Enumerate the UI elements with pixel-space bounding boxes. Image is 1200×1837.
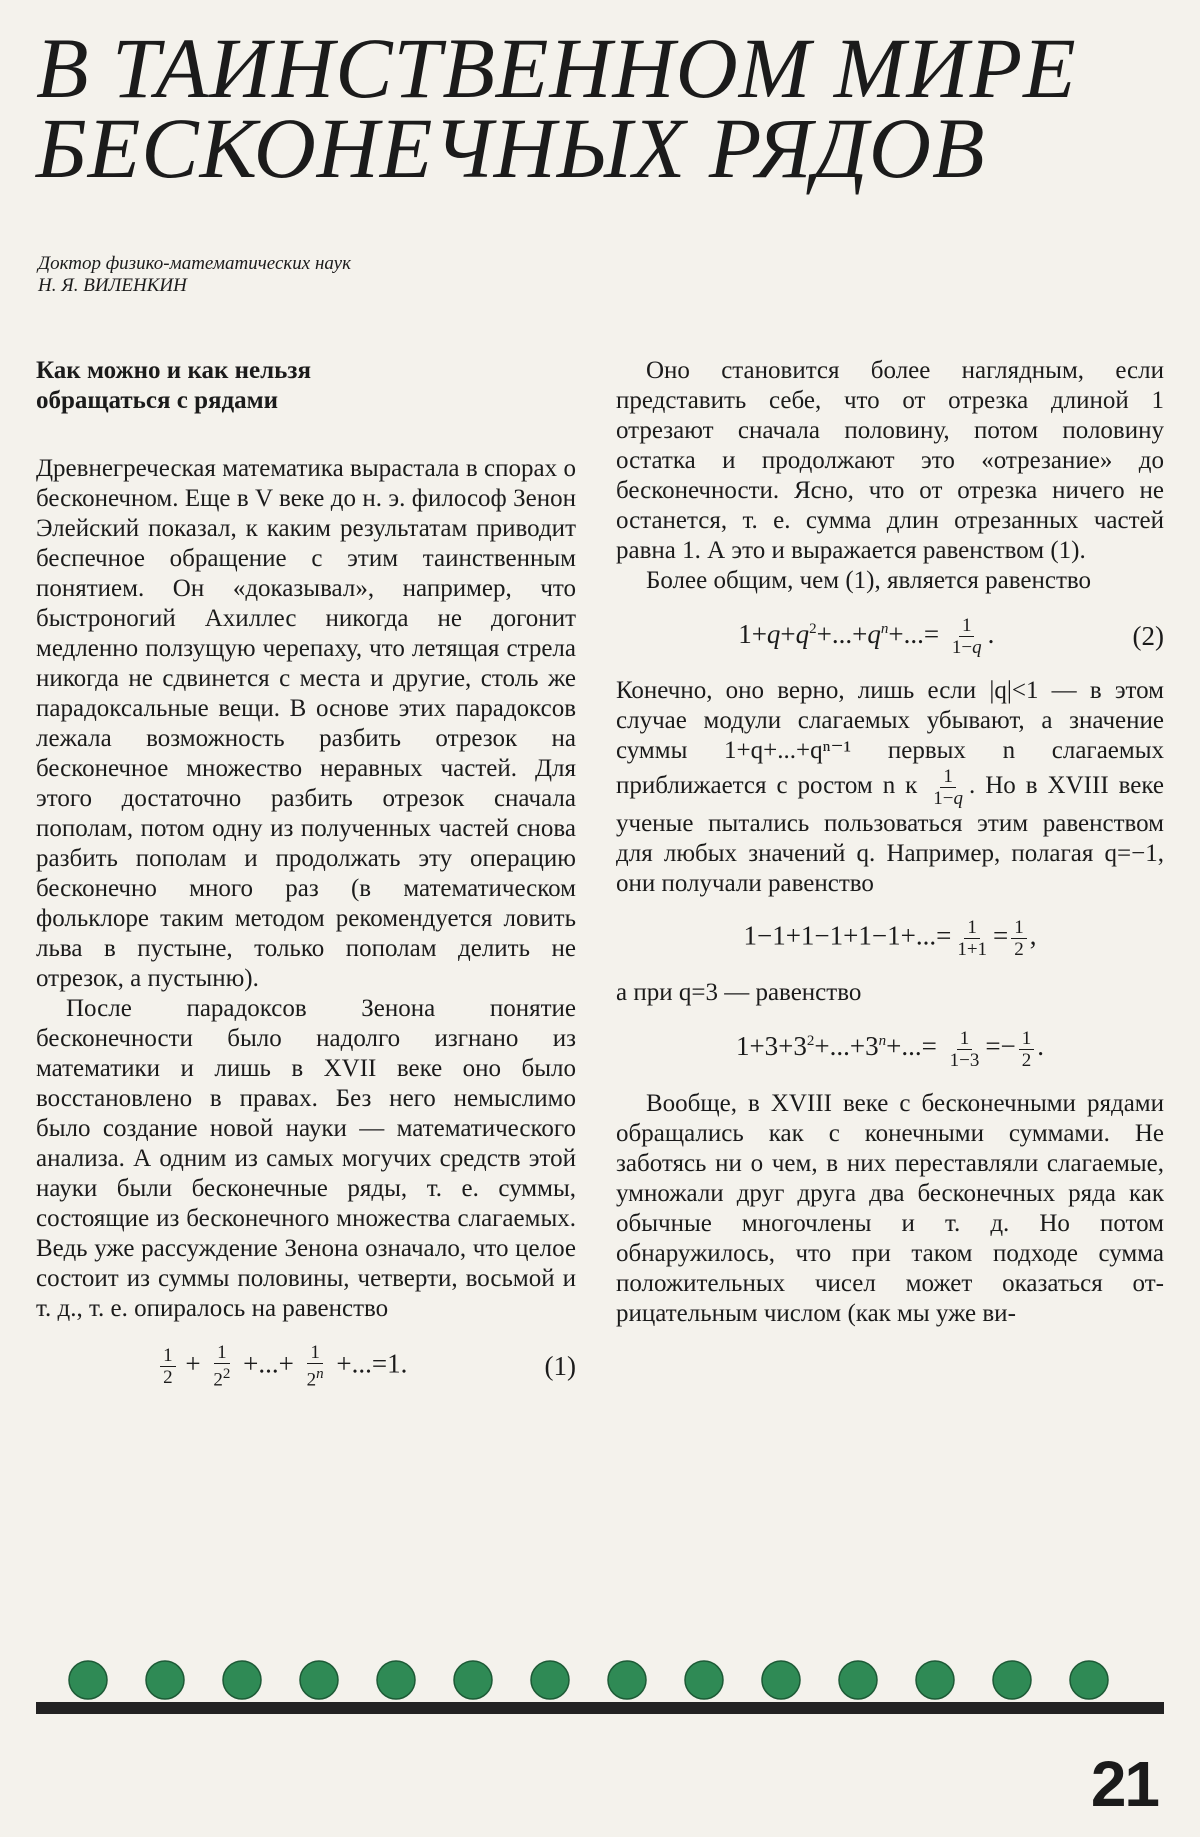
paragraph-18th-century: Вообще, в XVIII веке с бесконечными рядами обращались как с конечными суммами. Не заботясь ни о чем, в них переставляли слагаемые, умножали друг друга два бесконечных ряда как обычные многочлены и т. д. Но потом обнаружилось, что при таком подходе сумма положительных чисел может оказаться отрицательным числом (как мы уже ви- bbox=[616, 1089, 1164, 1327]
decorative-dot bbox=[377, 1661, 415, 1699]
decorative-dot bbox=[300, 1661, 338, 1699]
paragraph-convergence-b: . Но в XVIII веке ученые пытались пользоваться этим равенством для любых значений q. Например, полагая q=−1, они получали равенство bbox=[616, 772, 1164, 898]
byline bbox=[38, 253, 638, 297]
equation-1-expression: $\frac{1}{2}$ + $\frac{1}{2^2}$ +...+ $\frac{1}{2^n}$ +...=1. bbox=[36, 1342, 529, 1390]
paragraph-after-zeno: После парадоксов Зенона понятие бесконечности было надолго изгнано из математики и лишь в XVII веке оно было восстановлено в правах. Без него немыслимо было создание новой науки — математического анализа. А одним из самых могучих средств этой науки были бесконечные ряды, т. е. суммы, состоящие из бесконечного множества слагаемых. Ведь уже рассуждение Зенона означало, что целое состоит из суммы половины, четверти, восьмой и т. д., т. е. опиралось на равенство bbox=[36, 995, 576, 1322]
paragraph-convergence bbox=[616, 676, 1164, 899]
paragraph-zeno: Древнегреческая математика вырастала в спорах о бесконечном. Еще в V веке до н. э. философ Зенон Элейский показал, к каким результатам приводит беспечное обращение с этим таинственным понятием. Он «доказывал», например, что быстроногий Ахиллес никогда не догонит медленно ползущую черепаху, что летящая стрела никогда не сдвинется с места и другие, столь же парадоксальные вещи. В основе этих парадоксов лежала возможность разбить отрезок на бесконечное множество неравных частей. Для этого достаточно разбить отрезок сначала пополам, потом одну из полученных частей снова разбить пополам и продолжать эту операцию бесконечно много раз (в математическом фольклоре таким методом рекомендуется ловить льва в пустыне, только пополам делить не отрезок, а пустыню). bbox=[36, 455, 576, 992]
equation-2-number: (2) bbox=[1132, 621, 1164, 652]
decorative-dots bbox=[69, 1661, 1108, 1699]
section-heading-line-2: обращаться с рядами bbox=[36, 387, 279, 414]
decorative-dot bbox=[839, 1661, 877, 1699]
title-line-1: В ТАИНСТВЕННОМ МИРЕ bbox=[36, 20, 1077, 116]
article-title bbox=[36, 20, 1156, 196]
equation-q-minus-1: 1−1+1−1+1−1+...= $\frac{1}{1+1}$ = $\frac{1}{2}$ , bbox=[743, 917, 1037, 961]
equation-1-number: (1) bbox=[544, 1351, 576, 1382]
equation-2-expression: $1+q+q^2+...+q^n+...=$ $\frac{1}{1-q}$ . bbox=[738, 615, 995, 659]
decorative-dot bbox=[608, 1661, 646, 1699]
equation-q-3: $1+3+3^2+...+3^n+...=$ $\frac{1}{1-3}$ =− $\frac{1}{2}$ . bbox=[735, 1027, 1045, 1071]
title-line-2: БЕСКОНЕЧНЫХ РЯДОВ bbox=[36, 100, 986, 196]
decorative-dot bbox=[762, 1661, 800, 1699]
decorative-dot bbox=[916, 1661, 954, 1699]
decorative-dot bbox=[685, 1661, 723, 1699]
fraction-limit: $\frac{1}{1-q}$ bbox=[933, 766, 964, 810]
paragraph-visual: Оно становится более наглядным, если представить себе, что от отрезка длиной 1 отрезают сначала половину, потом половину остатка и продолжают это «отрезание» до бесконечности. Ясно, что от отрезка ничего не останется, т. е. сумма длин отрезанных частей равна 1. А это и выражается равенством (1). bbox=[616, 357, 1164, 564]
section-heading-line-1: Как можно и как нельзя bbox=[36, 357, 311, 384]
author-name: Н. Я. ВИЛЕНКИН bbox=[38, 275, 187, 296]
paragraph-general: Более общим, чем (1), является равенство bbox=[646, 567, 1092, 594]
equation-2 bbox=[616, 614, 1164, 658]
decorative-dot bbox=[69, 1661, 107, 1699]
decorative-dot bbox=[1070, 1661, 1108, 1699]
decorative-bar bbox=[36, 1702, 1164, 1714]
left-column bbox=[36, 356, 576, 1408]
paragraph-convergence-a: Конечно, оно верно, лишь если |q|<1 — в этом случае модули слагаемых убывают, а значение суммы 1+q+...+qⁿ⁻¹ первых n слагаемых приближается с ростом n к bbox=[616, 677, 1164, 800]
section-heading bbox=[36, 356, 576, 416]
decorative-dot bbox=[223, 1661, 261, 1699]
equation-1 bbox=[36, 1342, 576, 1390]
author-degree: Доктор физико-математических наук bbox=[38, 253, 351, 274]
decorative-dot bbox=[454, 1661, 492, 1699]
right-column bbox=[616, 356, 1164, 1329]
decorative-dot bbox=[531, 1661, 569, 1699]
decorative-dot bbox=[993, 1661, 1031, 1699]
decorative-dots-rail bbox=[0, 1640, 1200, 1740]
page-number: 21 bbox=[1090, 1748, 1158, 1820]
paragraph-q3: а при q=3 — равенство bbox=[616, 979, 862, 1007]
decorative-dot bbox=[146, 1661, 184, 1699]
